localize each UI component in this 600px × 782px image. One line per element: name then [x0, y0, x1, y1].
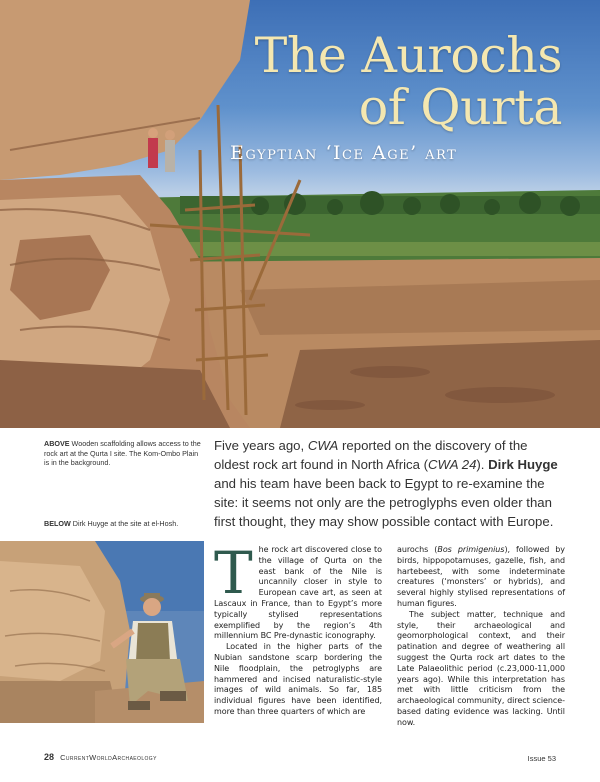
- body-paragraph-3-text-b: ), followed by birds, hippopotamuses, gazelle, fish, and hartebeest, with some indeterminate creatures (‘monsters’ or hybrids), and several highly stylised representations of human figures.: [397, 545, 565, 608]
- issue-number: Issue 53: [527, 754, 556, 763]
- caption-below: [44, 519, 204, 529]
- title-line-1: The Aurochs: [254, 27, 562, 84]
- caption-below-label: BELOW: [44, 519, 71, 528]
- body-column-2: [397, 545, 565, 729]
- standfirst-cwa24: CWA 24: [428, 457, 477, 472]
- author-photo-illustration: [0, 541, 204, 723]
- author-photo: [0, 541, 204, 723]
- standfirst-cwa: CWA: [307, 438, 339, 453]
- article-title: [222, 27, 562, 136]
- body-paragraph-1: [214, 539, 382, 642]
- article-subtitle: Egyptian ‘Ice Age’ art: [230, 142, 458, 164]
- page-number: 28: [44, 752, 55, 762]
- magazine-name: CurrentWorldArchaeology: [60, 753, 157, 762]
- caption-below-text: Dirk Huyge at the site at el-Hosh.: [70, 519, 179, 528]
- title-block: [222, 27, 562, 164]
- caption-above-label: ABOVE: [44, 439, 70, 448]
- caption-above-text: Wooden scaffolding allows access to the rock art at the Qurta I site. The Kom-Ombo Plain is in the background.: [44, 439, 201, 467]
- caption-above: [44, 439, 204, 468]
- body-paragraph-3: [397, 545, 565, 610]
- body-paragraph-3-text-a: aurochs (: [397, 545, 438, 554]
- standfirst-text-3: ).: [476, 457, 489, 472]
- body-paragraph-1-text: he rock art discovered close to the village of Qurta on the east bank of the Nile is uncannily closer in style to European cave art, as seen at Lascaux in France, than to Egypt’s more typically stylised representations exemplified by the region’s 4th millennium BC Pre-dynastic iconography.: [214, 545, 382, 641]
- standfirst-text-4: and his team have been back to Egypt to re-examine the site: it seems not only are the petroglyphs even older than first thought, they may show possible contact with Europe.: [214, 476, 554, 529]
- body-column-1: [214, 539, 382, 718]
- standfirst-text-2: reported on the discovery of the oldest rock art found in North Africa (: [214, 438, 528, 472]
- body-paragraph-2: Located in the higher parts of the Nubian sandstone scarp bordering the Nile floodplain, the petroglyphs are hammered and incised naturalistic-style images of wild animals. So far, 185 individual figures have been identified, more than three quarters of which are: [214, 642, 382, 716]
- dropcap: T: [214, 539, 253, 607]
- standfirst-author: Dirk Huyge: [488, 457, 558, 472]
- standfirst: [214, 436, 564, 531]
- species-name: Bos primigenius: [437, 545, 505, 554]
- title-line-2: of Qurta: [358, 79, 562, 136]
- standfirst-text-1: Five years ago,: [214, 438, 308, 453]
- body-paragraph-4: The subject matter, technique and style, their archaeological and geomorphological context, and their patination and degree of weathering all suggest the Qurta rock art dates to the Late Palaeolithic period (c.23,000-11,000 years ago). While this interpretation has met with little criticism from the archaeological community, direct science-based dating evidence was lacking. Until now.: [397, 609, 565, 727]
- page-footer: [44, 752, 556, 766]
